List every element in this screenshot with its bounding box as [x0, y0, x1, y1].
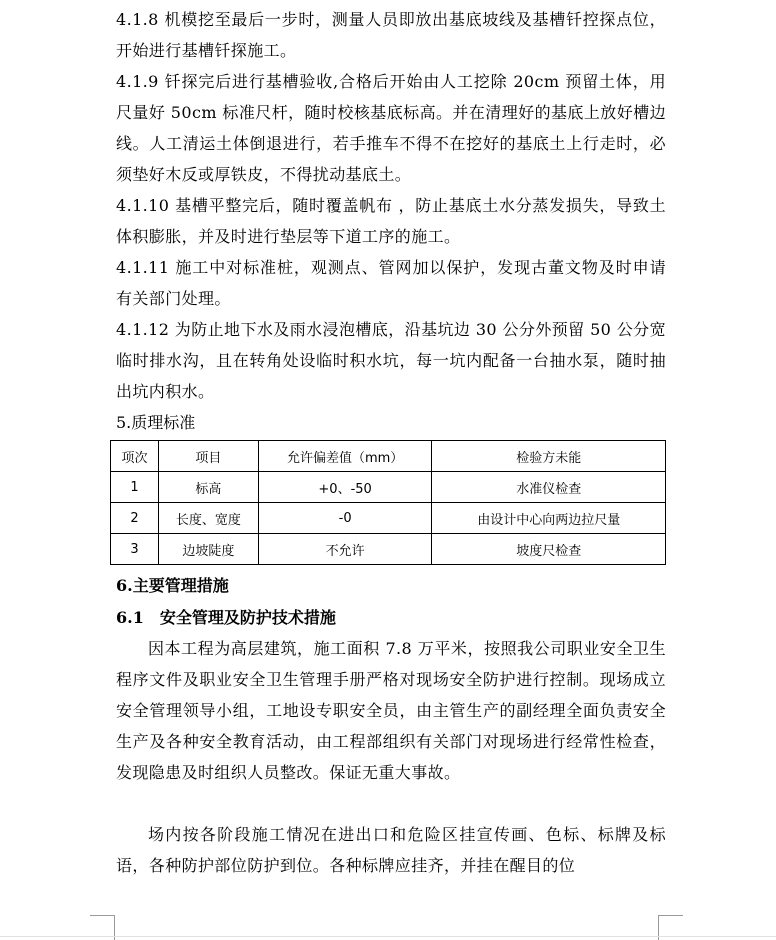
- table-cell: 2: [111, 503, 159, 534]
- table-cell: 不允许: [258, 534, 432, 565]
- paragraph-4-1-10: 4.1.10 基槽平整完后，随时覆盖帆布 ，防止基底土水分蒸发损失，导致土体积膨胀，并及时进行垫层等下道工序的施工。: [116, 196, 666, 246]
- table-cell: 水准仪检查: [432, 472, 666, 503]
- table-row: [111, 472, 666, 503]
- safety-paragraph-2: 场内按各阶段施工情况在进出口和危险区挂宣传画、色标、标牌及标语，各种防护部位防护到位。各种标牌应挂齐，并挂在醒目的位: [116, 825, 666, 875]
- section-6-heading: 6.主要管理措施: [116, 576, 229, 595]
- table-row: [111, 503, 666, 534]
- header-cell: 项目: [158, 441, 258, 472]
- quality-table: [110, 440, 666, 565]
- paragraph-4-1-11: 4.1.11 施工中对标准桩，观测点、管网加以保护，发现古董文物及时申请有关部门处理。: [116, 258, 666, 308]
- header-cell: 允许偏差值（mm）: [258, 441, 432, 472]
- table-header-row: [111, 441, 666, 472]
- table-cell: 标高: [158, 472, 258, 503]
- table-cell: +0、-50: [258, 472, 432, 503]
- table-cell: 长度、宽度: [158, 503, 258, 534]
- paragraph-4-1-8: 4.1.8 机模挖至最后一步时，测量人员即放出基底坡线及基槽钎控探点位，开始进行基槽钎探施工。: [116, 10, 666, 60]
- paragraph-4-1-9: 4.1.9 钎探完后进行基槽验收,合格后开始由人工挖除 20cm 预留土体，用尺量好 50cm 标准尺杆，随时校核基底标高。并在清理好的基底上放好槽边线。人工清运土体倒退进行，若手推车不得不在挖好的基底土上行走时，必须垫好木反或厚铁皮，不得扰动基底土。: [116, 72, 666, 184]
- table-cell: 边坡陡度: [158, 534, 258, 565]
- table-cell: 3: [111, 534, 159, 565]
- table-cell: -0: [258, 503, 432, 534]
- table-row: [111, 534, 666, 565]
- paragraph-4-1-12: 4.1.12 为防止地下水及雨水浸泡槽底，沿基坑边 30 公分外预留 50 公分宽临时排水沟，且在转角处设临时积水坑，每一坑内配备一台抽水泵，随时抽出坑内积水。: [116, 320, 666, 401]
- table-cell: 1: [111, 472, 159, 503]
- table-cell: 坡度尺检查: [432, 534, 666, 565]
- safety-paragraph-1: 因本工程为高层建筑，施工面积 7.8 万平米，按照我公司职业安全卫生程序文件及职业安全卫生管理手册严格对现场安全防护进行控制。现场成立安全管理领导小组，工地设专职安全员，由主管生产的副经理全面负责安全生产及各种安全教育活动，由工程部组织有关部门对现场进行经常性检查，发现隐患及时组织人员整改。保证无重大事故。: [116, 639, 666, 782]
- section-6-1-heading: 6.1 安全管理及防护技术措施: [116, 608, 336, 627]
- table-cell: 由设计中心向两边拉尺量: [432, 503, 666, 534]
- header-cell: 项次: [111, 441, 159, 472]
- page-bottom-edge: [0, 936, 776, 937]
- quality-heading: 5.质理标准: [116, 413, 196, 432]
- header-cell: 检验方未能: [432, 441, 666, 472]
